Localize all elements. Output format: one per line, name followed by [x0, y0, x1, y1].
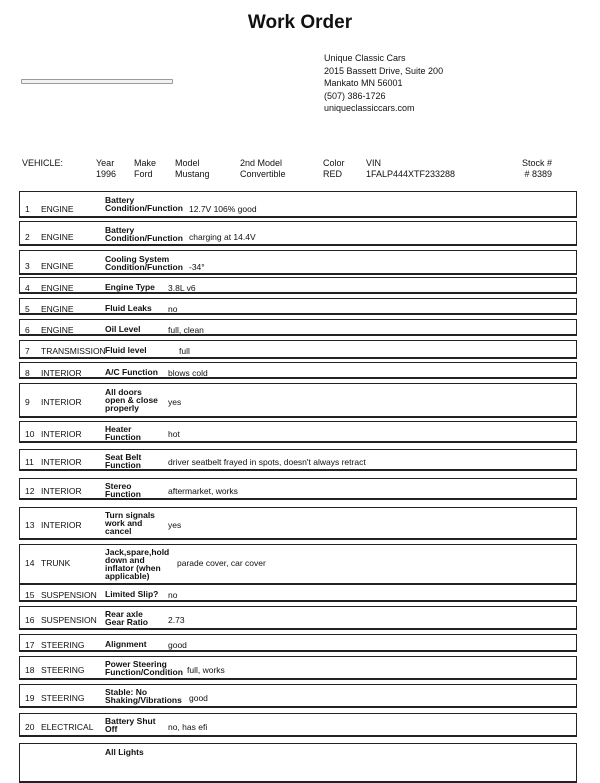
row-number: 8 [25, 368, 30, 378]
row-item: Jack,spare,hold down and inflator (when applicable) [105, 547, 170, 581]
row-value: hot [168, 429, 180, 439]
table-row [19, 250, 577, 275]
vehicle-color [323, 158, 345, 180]
row-number: 7 [25, 346, 30, 356]
row-number: 17 [25, 640, 35, 650]
row-category: INTERIOR [41, 397, 82, 407]
row-category: STEERING [41, 665, 85, 675]
row-category: STEERING [41, 693, 85, 703]
model-label: Model [175, 158, 200, 168]
color-value: RED [323, 169, 343, 179]
row-number: 20 [25, 722, 35, 732]
row-item: Alignment [105, 639, 147, 649]
row-item: Stereo Function [105, 481, 141, 499]
model2-label: 2nd Model [240, 158, 283, 168]
row-value: parade cover, car cover [177, 558, 266, 568]
page-title: Work Order [247, 12, 353, 33]
color-label: Color [323, 158, 345, 168]
row-item: Heater Function [105, 424, 141, 442]
row-category: INTERIOR [41, 368, 82, 378]
row-item: Cooling System Condition/Function [105, 254, 183, 272]
row-number: 4 [25, 283, 30, 293]
row-category: INTERIOR [41, 486, 82, 496]
row-category: ENGINE [41, 261, 74, 271]
year-label: Year [96, 158, 115, 168]
row-number: 14 [25, 558, 35, 568]
row-number: 15 [25, 590, 35, 600]
row-value: blows cold [168, 368, 208, 378]
row-value: yes [168, 397, 182, 407]
row-value: full, works [187, 665, 225, 675]
make-label: Make [134, 158, 157, 168]
row-item: Oil Level [105, 324, 141, 334]
row-value: 2.73 [168, 615, 185, 625]
table-row [19, 191, 577, 218]
vehicle-vin [366, 158, 455, 180]
row-number: 1 [25, 204, 30, 214]
row-item: All doors open & close properly [105, 387, 158, 413]
table-row [19, 340, 577, 359]
table-row [19, 713, 577, 737]
vehicle-label: VEHICLE: [22, 158, 64, 168]
company-website[interactable]: uniqueclassiccars.com [324, 103, 415, 114]
row-item: A/C Function [105, 367, 158, 377]
table-row [19, 684, 577, 708]
table-row [19, 544, 577, 585]
model-value: Mustang [175, 169, 210, 179]
row-value: driver seatbelt frayed in spots, doesn't always retract [168, 457, 366, 467]
table-row [19, 606, 577, 630]
row-value: 12.7V 106% good [189, 204, 257, 214]
table-row [19, 634, 577, 652]
row-value: yes [168, 520, 182, 530]
row-value: 3.8L v6 [168, 283, 196, 293]
row-number: 19 [25, 693, 35, 703]
row-value: good [189, 693, 208, 703]
row-category: ENGINE [41, 204, 74, 214]
row-category: SUSPENSION [41, 590, 97, 600]
vin-label: VIN [366, 158, 382, 168]
row-value: -34° [189, 262, 205, 272]
row-value: no, has efi [168, 722, 208, 732]
row-item: Seat Belt Function [105, 452, 142, 470]
row-number: 2 [25, 232, 30, 242]
row-value: no [168, 304, 178, 314]
row-category: ENGINE [41, 304, 74, 314]
row-item: Power Steering Function/Condition [105, 659, 183, 677]
row-category: INTERIOR [41, 520, 82, 530]
vehicle-model2 [240, 158, 286, 180]
row-number: 3 [25, 261, 30, 271]
row-item: Stable: No Shaking/Vibrations [105, 687, 182, 705]
vehicle-make [134, 158, 156, 180]
table-row [19, 421, 577, 443]
company-name: Unique Classic Cars [324, 53, 406, 63]
row-number: 10 [25, 429, 35, 439]
vehicle-year [96, 158, 116, 180]
row-value: full [179, 346, 190, 356]
table-row [19, 319, 577, 336]
row-number: 5 [25, 304, 30, 314]
row-number: 9 [25, 397, 30, 407]
company-phone: (507) 386-1726 [324, 90, 386, 101]
row-category: ELECTRICAL [41, 722, 94, 732]
row-item: Limited Slip? [105, 589, 159, 599]
row-item: All Lights [105, 747, 144, 757]
table-row [19, 383, 577, 418]
row-category: STEERING [41, 640, 85, 650]
vehicle-model [175, 158, 210, 180]
row-item: Fluid Leaks [105, 303, 152, 313]
company-block [324, 52, 443, 115]
row-category: INTERIOR [41, 457, 82, 467]
stock-value: # 8389 [524, 169, 552, 179]
model2-value: Convertible [240, 169, 286, 179]
make-value: Ford [134, 169, 153, 179]
company-address-line2: Mankato MN 56001 [324, 78, 403, 89]
table-row [19, 656, 577, 680]
row-item: Engine Type [105, 282, 155, 292]
logo-placeholder [21, 79, 173, 84]
row-value: no [168, 590, 178, 600]
row-item: Turn signals work and cancel [105, 510, 155, 536]
row-number: 16 [25, 615, 35, 625]
stock-label: Stock # [521, 158, 552, 168]
row-item: Battery Condition/Function [105, 195, 183, 213]
year-value: 1996 [96, 169, 117, 179]
vehicle-stock [522, 158, 552, 180]
row-item: Rear axle Gear Ratio [105, 609, 148, 627]
table-row [19, 277, 577, 294]
row-item: Fluid level [105, 345, 147, 355]
row-category: INTERIOR [41, 429, 82, 439]
row-value: good [168, 640, 187, 650]
table-row [19, 584, 577, 602]
row-category: TRANSMISSION [41, 346, 106, 356]
row-category: SUSPENSION [41, 615, 97, 625]
table-row [19, 478, 577, 500]
row-number: 13 [25, 520, 35, 530]
row-category: ENGINE [41, 283, 74, 293]
row-category: ENGINE [41, 325, 74, 335]
row-value: full, clean [168, 325, 204, 335]
vin-value: 1FALP444XTF233288 [366, 169, 456, 179]
row-number: 12 [25, 486, 35, 496]
table-row [19, 298, 577, 315]
row-value: charging at 14.4V [189, 232, 256, 242]
company-address-line1: 2015 Bassett Drive, Suite 200 [324, 65, 444, 76]
table-row [19, 743, 577, 783]
row-number: 6 [25, 325, 30, 335]
row-category: TRUNK [41, 558, 71, 568]
row-item: Battery Shut Off [105, 716, 156, 734]
row-item: Battery Condition/Function [105, 225, 183, 243]
table-row [19, 449, 577, 471]
table-row [19, 221, 577, 246]
table-row [19, 507, 577, 540]
table-row [19, 362, 577, 379]
row-value: aftermarket, works [168, 486, 238, 496]
row-number: 11 [25, 457, 34, 467]
row-number: 18 [25, 665, 35, 675]
row-category: ENGINE [41, 232, 74, 242]
